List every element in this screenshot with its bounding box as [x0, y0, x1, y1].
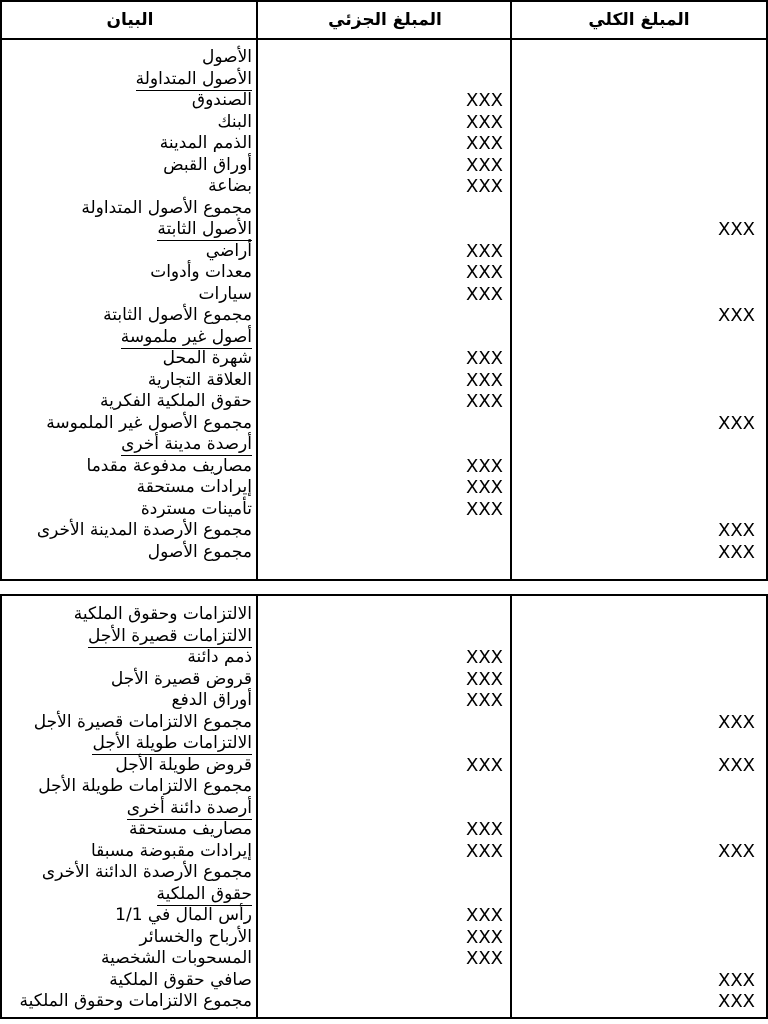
row-label — [2, 647, 258, 669]
partial-amount: XXX — [466, 111, 503, 133]
row-label-text: مجموع الالتزامات طويلة الأجل — [38, 776, 252, 796]
table-row — [2, 690, 766, 712]
row-label — [2, 327, 258, 349]
row-label — [2, 477, 258, 499]
total-amount — [512, 669, 766, 691]
subsection-heading: الالتزامات طويلة الأجل — [92, 733, 252, 753]
table-row — [2, 434, 766, 456]
row-label-text: مجموع الأصول — [147, 541, 252, 562]
row-label-text: أوراق القبض — [163, 154, 252, 175]
row-label — [2, 542, 258, 564]
total-amount — [512, 862, 766, 884]
partial-amount — [258, 305, 512, 327]
partial-amount — [258, 862, 512, 884]
row-label — [2, 176, 258, 198]
row-label-text: الأصول — [202, 47, 252, 67]
total-amount — [512, 948, 766, 970]
row-label-text: ذمم دائنة — [187, 647, 252, 667]
total-amount — [512, 434, 766, 456]
column-header-partial-amount: المبلغ الجزئي — [328, 10, 442, 30]
row-label-text: مجموع الأرصدة المدينة الأخرى — [36, 520, 252, 540]
row-label — [2, 305, 258, 327]
row-label — [2, 798, 258, 820]
column-divider-1 — [256, 596, 258, 1017]
table-row — [2, 542, 766, 564]
table-row — [2, 241, 766, 263]
liabilities-equity-rows — [2, 596, 766, 1013]
table-row — [2, 520, 766, 542]
total-amount — [512, 155, 766, 177]
row-label — [2, 733, 258, 755]
row-label — [2, 669, 258, 691]
partial-amount: XXX — [466, 948, 503, 969]
row-label — [2, 776, 258, 798]
column-header-statement: البيان — [106, 10, 154, 30]
table-row — [2, 327, 766, 349]
row-label-text: الأرباح والخسائر — [139, 926, 252, 947]
row-label — [2, 604, 258, 626]
total-amount — [512, 198, 766, 220]
table-row — [2, 90, 766, 112]
partial-amount: XXX — [466, 840, 503, 862]
total-amount: XXX — [718, 541, 755, 563]
total-amount: XXX — [718, 305, 755, 326]
row-label — [2, 819, 258, 841]
total-amount: XXX — [718, 754, 755, 776]
subsection-heading: الأصول المتداولة — [135, 68, 252, 89]
row-label — [2, 69, 258, 91]
row-label-text: البنك — [217, 111, 252, 132]
partial-amount — [258, 776, 512, 798]
partial-amount: XXX — [466, 647, 503, 668]
total-amount — [512, 456, 766, 478]
column-header-row — [2, 2, 766, 40]
row-label-text: مجموع الالتزامات وحقوق الملكية — [19, 991, 252, 1011]
partial-amount: XXX — [466, 262, 503, 283]
total-amount — [512, 69, 766, 91]
table-row — [2, 733, 766, 755]
partial-amount — [258, 542, 512, 564]
total-amount — [512, 733, 766, 755]
partial-amount: XXX — [466, 926, 503, 948]
total-amount — [512, 391, 766, 413]
row-label — [2, 712, 258, 734]
subsection-heading: أرصدة مدينة أخرى — [121, 434, 252, 454]
row-label — [2, 284, 258, 306]
partial-amount — [258, 198, 512, 220]
table-row — [2, 626, 766, 648]
total-amount: XXX — [718, 711, 755, 733]
table-row — [2, 477, 766, 499]
row-label-text: مجموع الالتزامات قصيرة الأجل — [33, 711, 252, 732]
partial-amount — [258, 604, 512, 626]
total-amount — [512, 327, 766, 349]
row-label — [2, 133, 258, 155]
table-row — [2, 991, 766, 1013]
partial-amount: XXX — [466, 348, 503, 369]
partial-amount: XXX — [466, 176, 503, 197]
row-label-text: الصندوق — [191, 90, 252, 110]
row-label-text: قروض طويلة الأجل — [115, 754, 252, 775]
row-label — [2, 112, 258, 134]
table-row — [2, 198, 766, 220]
table-row — [2, 755, 766, 777]
row-label — [2, 198, 258, 220]
table-row — [2, 647, 766, 669]
table-row — [2, 948, 766, 970]
total-amount — [512, 348, 766, 370]
partial-amount: XXX — [466, 819, 503, 840]
row-label-text: مجموع الأصول غير الملموسة — [46, 412, 252, 433]
total-amount: XXX — [718, 412, 755, 434]
row-label-text: الالتزامات وحقوق الملكية — [73, 604, 252, 624]
partial-amount — [258, 626, 512, 648]
row-label — [2, 348, 258, 370]
table-row — [2, 927, 766, 949]
row-label — [2, 841, 258, 863]
row-label — [2, 626, 258, 648]
partial-amount: XXX — [466, 391, 503, 412]
row-label-text: تأمينات مستردة — [140, 498, 252, 519]
table-row — [2, 391, 766, 413]
row-label — [2, 499, 258, 521]
table-row — [2, 219, 766, 241]
table-row — [2, 604, 766, 626]
table-row — [2, 499, 766, 521]
table-row — [2, 841, 766, 863]
partial-amount — [258, 798, 512, 820]
row-label-text: سيارات — [198, 283, 252, 304]
total-amount — [512, 90, 766, 112]
total-amount — [512, 499, 766, 521]
row-label — [2, 884, 258, 906]
table-row — [2, 47, 766, 69]
row-label — [2, 970, 258, 992]
table-row — [2, 798, 766, 820]
table-row — [2, 970, 766, 992]
partial-amount: XXX — [466, 455, 503, 477]
row-label — [2, 755, 258, 777]
partial-amount: XXX — [466, 905, 503, 926]
total-amount — [512, 798, 766, 820]
row-label-text: مصاريف مدفوعة مقدما — [86, 455, 252, 476]
row-label — [2, 413, 258, 435]
total-amount — [512, 477, 766, 499]
total-amount: XXX — [718, 520, 755, 541]
row-label — [2, 47, 258, 69]
partial-amount — [258, 884, 512, 906]
table-row — [2, 669, 766, 691]
table-row — [2, 413, 766, 435]
subsection-heading: الأصول الثابتة — [157, 219, 252, 239]
table-row — [2, 284, 766, 306]
row-label — [2, 948, 258, 970]
partial-amount — [258, 413, 512, 435]
total-amount — [512, 284, 766, 306]
partial-amount: XXX — [466, 133, 503, 154]
table-row — [2, 862, 766, 884]
row-label-text: مجموع الأرصدة الدائنة الأخرى — [41, 862, 252, 882]
table-row — [2, 112, 766, 134]
row-label-text: مصاريف مستحقة — [128, 819, 252, 839]
row-label-text: شهرة المحل — [162, 348, 252, 368]
partial-amount — [258, 434, 512, 456]
table-row — [2, 712, 766, 734]
row-label — [2, 241, 258, 263]
column-header-total-amount: المبلغ الكلي — [588, 10, 690, 30]
table-row — [2, 155, 766, 177]
row-label — [2, 370, 258, 392]
total-amount: XXX — [718, 219, 755, 240]
subsection-heading: أصول غير ملموسة — [120, 326, 252, 347]
row-label — [2, 520, 258, 542]
partial-amount — [258, 520, 512, 542]
row-label-text: إيرادات مقبوضة مسبقا — [90, 840, 252, 861]
table-row — [2, 819, 766, 841]
row-label — [2, 262, 258, 284]
partial-amount: XXX — [466, 240, 503, 262]
row-label — [2, 905, 258, 927]
total-amount: XXX — [718, 840, 755, 862]
partial-amount — [258, 712, 512, 734]
row-label-text: العلاقة التجارية — [147, 369, 252, 390]
total-amount: XXX — [718, 969, 755, 991]
table-row — [2, 133, 766, 155]
row-label-text: حقوق الملكية الفكرية — [100, 391, 252, 411]
row-label-text: رأس المال في 1/1 — [115, 905, 252, 925]
row-label-text: صافي حقوق الملكية — [109, 969, 252, 990]
total-amount: XXX — [718, 991, 755, 1012]
partial-amount: XXX — [466, 668, 503, 690]
total-amount — [512, 370, 766, 392]
partial-amount: XXX — [466, 369, 503, 391]
row-label — [2, 90, 258, 112]
total-amount — [512, 262, 766, 284]
row-label — [2, 456, 258, 478]
total-amount — [512, 47, 766, 69]
row-label-text: المسحوبات الشخصية — [101, 948, 252, 968]
subsection-heading: حقوق الملكية — [156, 883, 252, 904]
row-label-text: أراضي — [205, 240, 252, 261]
subsection-heading: أرصدة دائنة أخرى — [126, 797, 252, 818]
row-label — [2, 434, 258, 456]
total-amount — [512, 626, 766, 648]
total-amount — [512, 927, 766, 949]
total-amount — [512, 819, 766, 841]
partial-amount: XXX — [466, 754, 503, 776]
partial-amount: XXX — [466, 498, 503, 520]
row-label — [2, 690, 258, 712]
row-label-text: قروض قصيرة الأجل — [110, 668, 252, 689]
column-divider-2 — [510, 596, 512, 1017]
partial-amount: XXX — [466, 477, 503, 498]
total-amount — [512, 133, 766, 155]
total-amount — [512, 647, 766, 669]
total-amount — [512, 776, 766, 798]
row-label-text: إيرادات مستحقة — [136, 477, 252, 497]
table-row — [2, 884, 766, 906]
total-amount — [512, 690, 766, 712]
total-amount — [512, 241, 766, 263]
column-divider-1 — [256, 2, 258, 579]
column-divider-2 — [510, 2, 512, 579]
total-amount — [512, 905, 766, 927]
total-amount — [512, 884, 766, 906]
total-amount — [512, 604, 766, 626]
partial-amount — [258, 970, 512, 992]
partial-amount — [258, 69, 512, 91]
row-label-text: أوراق الدفع — [171, 690, 252, 710]
table-row — [2, 905, 766, 927]
partial-amount — [258, 991, 512, 1013]
row-label-text: بضاعة — [208, 176, 252, 196]
table-row — [2, 262, 766, 284]
row-label — [2, 991, 258, 1013]
partial-amount — [258, 47, 512, 69]
table-row — [2, 370, 766, 392]
row-label — [2, 862, 258, 884]
subsection-heading: الالتزامات قصيرة الأجل — [87, 625, 252, 646]
table-row — [2, 176, 766, 198]
row-label-text: مجموع الأصول الثابتة — [103, 305, 252, 325]
total-amount — [512, 112, 766, 134]
partial-amount — [258, 219, 512, 241]
partial-amount — [258, 733, 512, 755]
partial-amount: XXX — [466, 154, 503, 176]
table-row — [2, 776, 766, 798]
row-label-text: مجموع الأصول المتداولة — [81, 197, 252, 218]
partial-amount: XXX — [466, 283, 503, 305]
row-label — [2, 391, 258, 413]
row-label-text: معدات وأدوات — [150, 262, 252, 282]
row-label — [2, 219, 258, 241]
row-label — [2, 155, 258, 177]
table-row — [2, 348, 766, 370]
partial-amount — [258, 327, 512, 349]
partial-amount: XXX — [466, 90, 503, 111]
assets-rows — [2, 40, 766, 563]
liabilities-equity-table — [0, 594, 768, 1019]
row-label — [2, 927, 258, 949]
table-row — [2, 69, 766, 91]
total-amount — [512, 176, 766, 198]
partial-amount: XXX — [466, 690, 503, 711]
table-row — [2, 305, 766, 327]
table-row — [2, 456, 766, 478]
row-label-text: الذمم المدينة — [159, 133, 252, 153]
